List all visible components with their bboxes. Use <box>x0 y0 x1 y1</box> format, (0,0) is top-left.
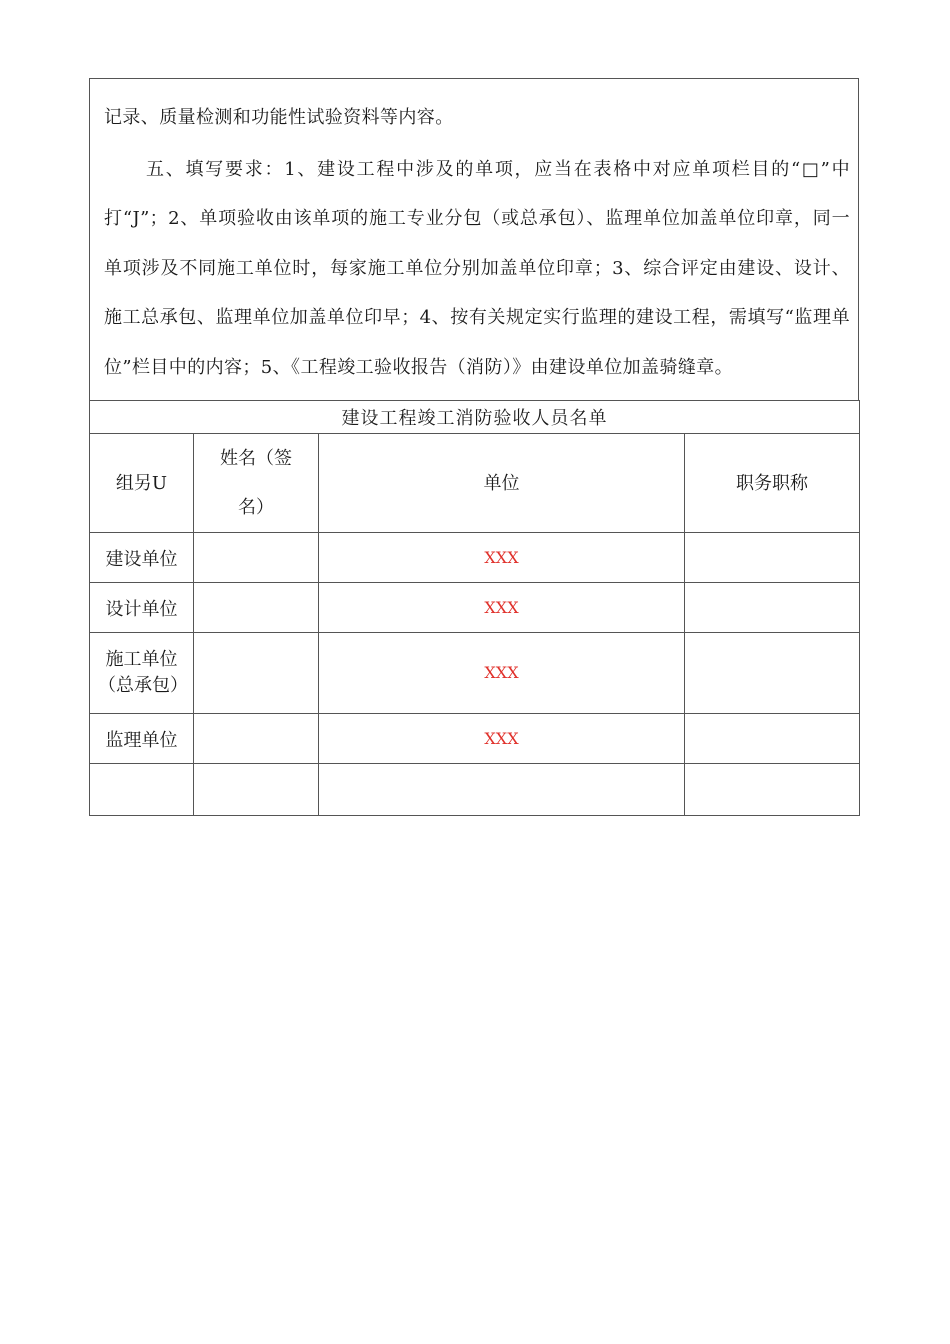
cell-group: 建设单位 <box>90 533 194 583</box>
acceptance-personnel-table <box>89 400 860 816</box>
cell-unit[interactable]: XXX <box>319 583 685 633</box>
header-position: 职务职称 <box>685 434 860 533</box>
table-title: 建设工程竣工消防验收人员名单 <box>90 401 860 434</box>
instructions-paragraph-1: 记录、质量检测和功能性试验资料等内容。 <box>104 107 454 128</box>
cell-position[interactable] <box>685 533 860 583</box>
header-unit: 单位 <box>319 434 685 533</box>
document-page <box>89 78 859 816</box>
header-name: 姓名（签名） <box>194 434 319 533</box>
cell-name[interactable] <box>194 764 319 816</box>
table-row <box>90 714 860 764</box>
table-row <box>90 533 860 583</box>
cell-unit[interactable]: XXX <box>319 533 685 583</box>
cell-unit[interactable]: XXX <box>319 633 685 714</box>
cell-group: 设计单位 <box>90 583 194 633</box>
cell-group: 监理单位 <box>90 714 194 764</box>
cell-name[interactable] <box>194 583 319 633</box>
cell-position[interactable] <box>685 633 860 714</box>
cell-name[interactable] <box>194 633 319 714</box>
cell-position[interactable] <box>685 714 860 764</box>
cell-name[interactable] <box>194 714 319 764</box>
cell-unit[interactable] <box>319 764 685 816</box>
table-row <box>90 633 860 714</box>
cell-name[interactable] <box>194 533 319 583</box>
instructions-paragraph-2: 五、填写要求：1、建设工程中涉及的单项，应当在表格中对应单项栏目的“□”中打“J”；2、单项验收由该单项的施工专业分包（或总承包）、监理单位加盖单位印章，同一单项涉及不同施工单位时，每家施工单位分别加盖单位印章；3、综合评定由建设、设计、施工总承包、监理单位加盖单位印早；4、按有关规定实行监理的建设工程，需填写“监理单位”栏目中的内容；5、《工程竣工验收报告（消防）》由建设单位加盖骑缝章。 <box>104 158 850 378</box>
table-row <box>90 583 860 633</box>
cell-group: 施工单位（总承包） <box>90 633 194 714</box>
cell-position[interactable] <box>685 764 860 816</box>
cell-group[interactable] <box>90 764 194 816</box>
instructions-box <box>89 78 859 400</box>
cell-position[interactable] <box>685 583 860 633</box>
table-row <box>90 764 860 816</box>
header-group: 组另U <box>90 434 194 533</box>
cell-unit[interactable]: XXX <box>319 714 685 764</box>
table-header-row <box>90 434 860 533</box>
